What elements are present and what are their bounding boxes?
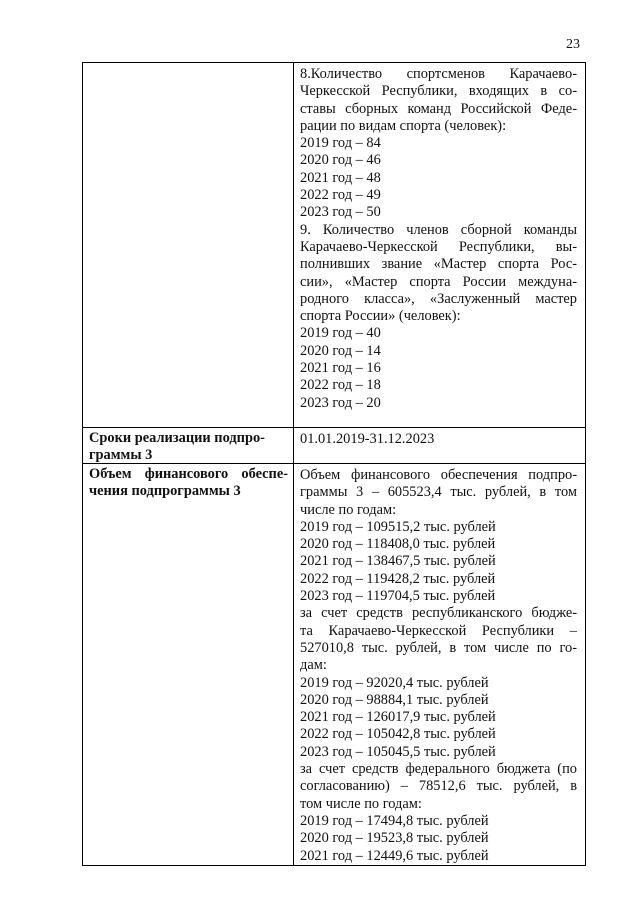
text-line: 9. Количество членов сборной команды [300, 221, 577, 238]
text-line: Объем финансового обеспечения подпро- [300, 467, 577, 483]
text-line: 2023 год – 20 [300, 394, 381, 411]
text-line: 2020 год – 46 [300, 152, 381, 169]
text-line: числе по годам: [300, 501, 397, 518]
text-line: 2023 год – 119704,5 тыс. рублей [300, 588, 496, 605]
text-line: 2021 год – 16 [300, 360, 381, 377]
text-line: чения подпрограммы 3 [89, 483, 241, 499]
row-value-timeframe [294, 428, 585, 464]
text-line: ставы сборных команд Российской Феде- [300, 100, 577, 117]
text-line: 2022 год – 119428,2 тыс. рублей [300, 570, 496, 587]
row-label-funding [83, 464, 294, 865]
text-line: родного класса», «Заслуженный мастер [300, 290, 577, 307]
text-line: 2019 год – 40 [300, 325, 381, 342]
text-line: 2021 год – 12449,6 тыс. рублей [300, 847, 489, 864]
text-line: граммы 3 – 605523,4 тыс. рублей, в том [300, 484, 577, 501]
row-value-funding [294, 464, 585, 865]
text-line: граммы 3 [89, 447, 153, 463]
text-line: 2022 год – 105042,8 тыс. рублей [300, 726, 496, 743]
text-line: 2020 год – 118408,0 тыс. рублей [300, 536, 496, 553]
text-line: 2021 год – 48 [300, 169, 381, 186]
text-line: за счет средств республиканского бюдже- [300, 605, 577, 622]
text-line: 2022 год – 18 [300, 377, 381, 394]
text-line: за счет средств федерального бюджета (по [300, 761, 577, 778]
text-line: Сроки реализации подпро- [89, 430, 265, 446]
text-line: 2021 год – 126017,9 тыс. рублей [300, 709, 496, 726]
row-value-sport-indicators [294, 63, 585, 428]
text-line: Объем финансового обеспе- [89, 466, 288, 482]
text-line: 2019 год – 84 [300, 135, 381, 152]
text-line: та Карачаево-Черкесской Республики – [300, 622, 577, 639]
text-line: спорта России» (человек): [300, 308, 461, 325]
text-line: сии», «Мастер спорта России междуна- [300, 273, 577, 290]
text-line: 527010,8 тыс. рублей, в том числе по го- [300, 639, 577, 656]
text-line: полнивших звание «Мастер спорта Рос- [300, 256, 577, 273]
text-line: 01.01.2019-31.12.2023 [300, 431, 435, 447]
text-line: 2020 год – 98884,1 тыс. рублей [300, 691, 489, 708]
text-line: том числе по годам: [300, 795, 422, 812]
text-line: дам: [300, 657, 327, 674]
text-line: Карачаево-Черкесской Республики, вы- [300, 238, 577, 255]
text-line: 8.Количество спортсменов Карачаево- [300, 66, 577, 82]
text-line: 2023 год – 105045,5 тыс. рублей [300, 743, 496, 760]
page-number: 23 [566, 37, 580, 52]
text-line: 2020 год – 19523,8 тыс. рублей [300, 830, 489, 847]
text-line: 2021 год – 138467,5 тыс. рублей [300, 553, 496, 570]
text-line: 2019 год – 92020,4 тыс. рублей [300, 674, 489, 691]
text-line: Черкесской Республики, входящих в со- [300, 83, 577, 100]
row-label-empty [83, 63, 294, 428]
text-line: согласованию) – 78512,6 тыс. рублей, в [300, 778, 577, 795]
text-line: 2019 год – 109515,2 тыс. рублей [300, 518, 496, 535]
passport-table [82, 62, 586, 866]
text-line: рации по видам спорта (человек): [300, 117, 507, 134]
text-line: 2022 год – 49 [300, 187, 381, 204]
text-line: 2023 год – 50 [300, 204, 381, 221]
row-label-timeframe [83, 428, 294, 464]
text-line: 2020 год – 14 [300, 342, 381, 359]
text-line: 2019 год – 17494,8 тыс. рублей [300, 812, 489, 829]
